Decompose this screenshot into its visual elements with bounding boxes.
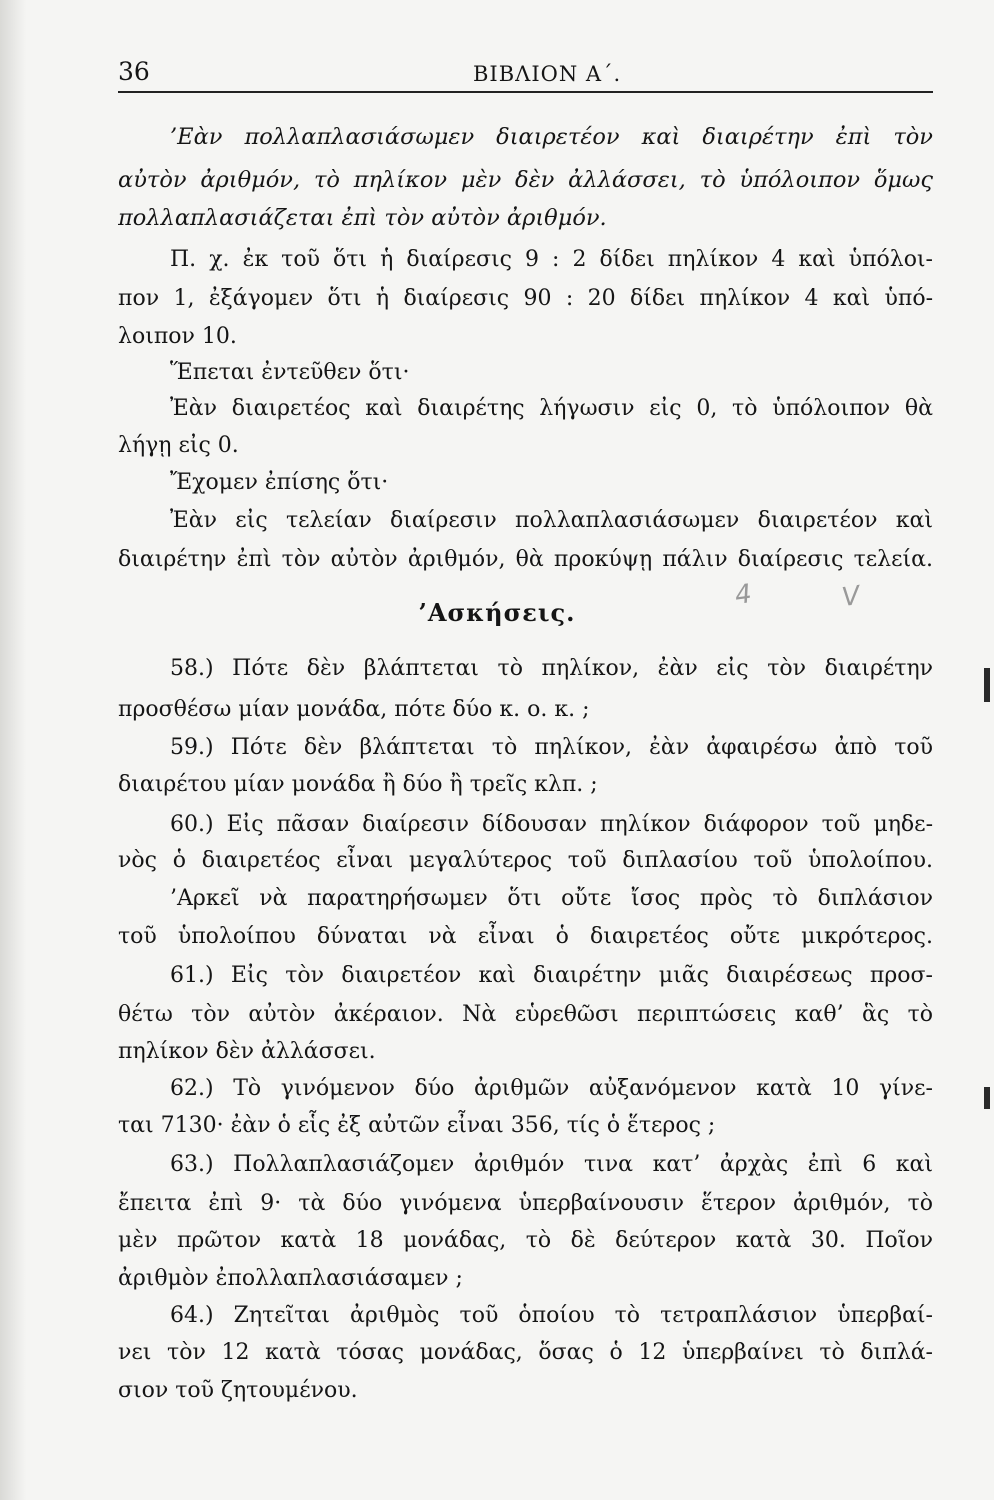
exercise-line: διαιρέτου μίαν μονάδα ἢ δύο ἢ τρεῖς κλπ. ;	[118, 772, 598, 797]
exercise-line: 59.) Πότε δὲν βλάπτεται τὸ πηλίκον, ἐὰν ἀφαιρέσω ἀπὸ τοῦ	[170, 735, 933, 760]
exercise-line: ’Αρκεῖ νὰ παρατηρήσωμεν ὅτι οὔτε ἴσος πρὸς τὸ διπλάσιον	[170, 886, 933, 911]
exercise-line: 58.) Πότε δὲν βλάπτεται τὸ πηλίκον, ἐὰν εἰς τὸν διαιρέτην	[170, 656, 933, 681]
exercise-line: 63.) Πολλαπλασιάζομεν ἀριθμόν τινα κατ’ ἀρχὰς ἐπὶ 6 καὶ	[170, 1152, 933, 1177]
section-heading: ’Ασκήσεις.	[418, 598, 576, 627]
exercise-line: μὲν πρῶτον κατὰ 18 μονάδας, τὸ δὲ δεύτερον κατὰ 30. Ποῖον	[118, 1228, 933, 1253]
body-line: λοιπον 10.	[118, 324, 237, 349]
exercise-line: πηλίκον δὲν ἀλλάσσει.	[118, 1039, 376, 1064]
exercise-line: τοῦ ὑπολοίπου δύναται νὰ εἶναι ὁ διαιρετέος οὔτε μικρότερος.	[118, 924, 933, 949]
exercise-line: 61.) Εἰς τὸν διαιρετέον καὶ διαιρέτην μιᾶς διαιρέσεως προσ-	[170, 963, 933, 988]
exercise-line: 60.) Εἰς πᾶσαν διαίρεσιν δίδουσαν πηλίκον διάφορον τοῦ μηδε-	[170, 812, 933, 837]
exercise-line: σιον τοῦ ζητουμένου.	[118, 1378, 358, 1403]
pencil-mark: 4	[732, 578, 754, 612]
exercise-line: ἀριθμὸν ἐπολλαπλασιάσαμεν ;	[118, 1266, 463, 1291]
right-edge-mark	[984, 1087, 990, 1109]
theorem-line: αὐτὸν ἀριθμόν, τὸ πηλίκον μὲν δὲν ἀλλάσσει, τὸ ὑπόλοιπον ὅμως	[118, 167, 933, 193]
body-line: πον 1, ἐξάγομεν ὅτι ἡ διαίρεσις 90 : 20 δίδει πηλίκον 4 καὶ ὑπό-	[118, 286, 933, 311]
running-head: ΒΙΒΛΙΟΝ Α΄.	[473, 62, 622, 86]
exercise-line: νει τὸν 12 κατὰ τόσας μονάδας, ὅσας ὁ 12 ὑπερβαίνει τὸ διπλά-	[118, 1340, 933, 1365]
header-rule	[118, 91, 933, 93]
page-left-shadow	[0, 0, 26, 1500]
exercise-line: θέτω τὸν αὐτὸν ἀκέραιον. Νὰ εὑρεθῶσι περιπτώσεις καθ’ ἃς τὸ	[118, 1002, 933, 1027]
exercise-line: προσθέσω μίαν μονάδα, πότε δύο κ. ο. κ. ;	[118, 697, 590, 722]
body-line: Ἐὰν εἰς τελείαν διαίρεσιν πολλαπλασιάσωμεν διαιρετέον καὶ	[170, 508, 933, 533]
right-edge-mark	[984, 668, 990, 702]
body-line: λήγῃ εἰς 0.	[118, 433, 239, 458]
body-line: Ἐὰν διαιρετέος καὶ διαιρέτης λήγωσιν εἰς 0, τὸ ὑπόλοιπον θὰ	[170, 396, 933, 421]
body-line: διαιρέτην ἐπὶ τὸν αὐτὸν ἀριθμόν, θὰ προκύψῃ πάλιν διαίρεσις τελεία.	[118, 547, 933, 572]
pencil-mark: V	[839, 580, 862, 614]
page-number: 36	[118, 57, 150, 86]
exercise-line: ἔπειτα ἐπὶ 9· τὰ δύο γινόμενα ὑπερβαίνουσιν ἕτερον ἀριθμόν, τὸ	[118, 1191, 933, 1216]
theorem-line: ’Εὰν πολλαπλασιάσωμεν διαιρετέον καὶ διαιρέτην ἐπὶ τὸν	[170, 124, 933, 150]
body-line: Π. χ. ἐκ τοῦ ὅτι ἡ διαίρεσις 9 : 2 δίδει πηλίκον 4 καὶ ὑπόλοι-	[170, 247, 933, 272]
exercise-line: ται 7130· ἐὰν ὁ εἷς ἐξ αὐτῶν εἶναι 356, τίς ὁ ἕτερος ;	[118, 1113, 716, 1138]
exercise-line: 64.) Ζητεῖται ἀριθμὸς τοῦ ὁποίου τὸ τετραπλάσιον ὑπερβαί-	[170, 1303, 933, 1328]
exercise-line: 62.) Τὸ γινόμενον δύο ἀριθμῶν αὐξανόμενον κατὰ 10 γίνε-	[170, 1076, 933, 1101]
body-line: Ἔχομεν ἐπίσης ὅτι·	[170, 470, 389, 495]
exercise-line: νὸς ὁ διαιρετέος εἶναι μεγαλύτερος τοῦ διπλασίου τοῦ ὑπολοίπου.	[118, 848, 933, 873]
theorem-line: πολλαπλασιάζεται ἐπὶ τὸν αὐτὸν ἀριθμόν.	[118, 205, 607, 231]
body-line: Ἕπεται ἐντεῦθεν ὅτι·	[170, 360, 410, 385]
